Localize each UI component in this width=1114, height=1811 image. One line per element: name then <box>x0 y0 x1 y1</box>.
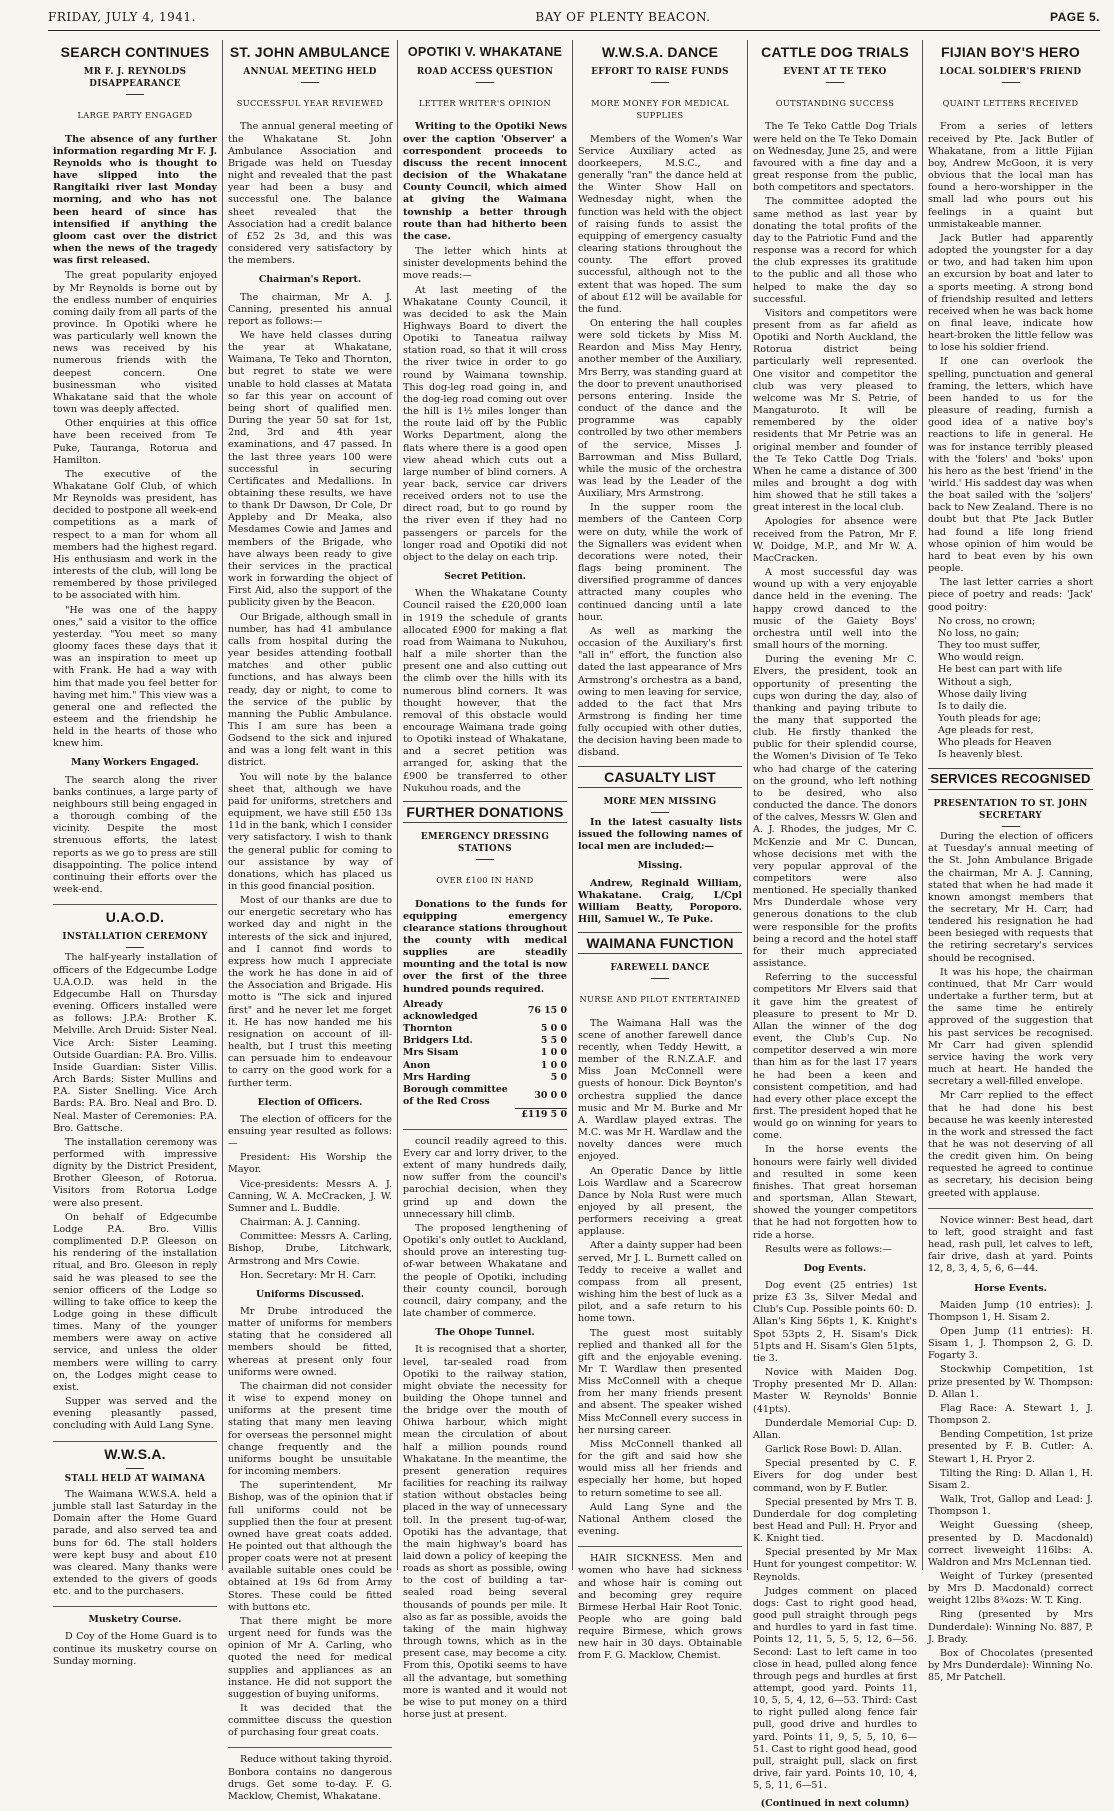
paragraph: Weight Guessing (sheep, presented by D. Macdonald) correct liveweight 116lbs: A. Waldron and Mrs McLennan tied. <box>928 1520 1093 1568</box>
paragraph: Flag Race: A. Stewart 1, J. Thompson 2. <box>928 1402 1093 1427</box>
paragraph: Maiden Jump (10 entries): J. Thompson 1, H. Sisam 2. <box>928 1299 1093 1323</box>
article-headline: SEARCH CONTINUES <box>60 44 210 60</box>
article-subhead: LOCAL SOLDIER'S FRIEND <box>939 67 1082 78</box>
section-subhead: Chairman's Report. <box>258 274 362 286</box>
paragraph: Novice winner: Best head, dart to left, good straight and fast head, rash pull, let calves to left, fair drive, dash at yard. Points 12, 8, 3, 4, 5, 6, 6—44. <box>928 1214 1093 1275</box>
paragraph: Committee: Messrs A. Carling, Bishop, Drube, Litchwark, Armstrong and Mrs Cowie. <box>228 1231 392 1267</box>
donation-amount: 30 0 0 <box>534 1089 567 1101</box>
paragraph: The Waimana Hall was the scene of another farewell dance recently, when Teddy Hewitt, a member of the R.N.Z.A.F. and Miss Joan McConnell were guests of honour. Dick Boynton's orchestra supplied the dance music and Mr M. Burke and Mr A. Wardlaw played extras. The M.C. was Mr H. Wardlaw and the novelty dances were much enjoyed. <box>578 1017 742 1163</box>
donor-name: Anon <box>403 1059 431 1071</box>
divider <box>228 1747 392 1748</box>
divider <box>651 978 669 979</box>
paragraph: Most of our thanks are due to our energetic secretary who has worked day and night in the interests of the sick and injured, and I cannot find words to express how much I appreciate the work he has done in aid of the Association and Brigade. His motto is "The sick and injured first" and he never let me forget it. He has now handed me his resignation on account of ill-health, but I trust this meeting can persuade him to endeavour to carry on the good work for a further term. <box>228 895 392 1089</box>
column-3 <box>398 40 573 1721</box>
paragraph: In the horse events the honours were fairly well divided and resulted in some keen finishes. That great horseman and sportsman, Allan Stewart, showed the younger competitors that he had not forgotten how to ride a horse. <box>753 1144 917 1241</box>
table-total-row <box>403 1108 567 1121</box>
divider <box>126 947 144 948</box>
divider <box>1002 82 1020 83</box>
paragraph: Garlick Rose Bowl: D. Allan. <box>765 1444 902 1456</box>
article-headline: WAIMANA FUNCTION <box>578 932 742 954</box>
section-subhead: Election of Officers. <box>257 1096 363 1108</box>
paragraph: It was his hope, the chairman continued, that Mr Carr would undertake a further term, but at the same time he entirely approved of the suggestion that his past services be recognised. Mr Carr had given splendid service having the work very much at heart. He handed the secretary a well-filled envelope. <box>928 966 1093 1088</box>
divider <box>826 82 844 83</box>
section-subhead: Dog Events. <box>803 1262 867 1274</box>
poem-line: No cross, no crown; <box>938 615 1036 627</box>
poem-line: Whose daily living <box>938 688 1027 700</box>
paragraph: President: His Worship the Mayor. <box>228 1152 392 1176</box>
paragraph: The Te Teko Cattle Dog Trials were held on the Te Teko Domain on Wednesday, June 25, and were favoured with a fine day and a great response from the public, both competitors and spectators. <box>753 121 917 194</box>
columns <box>48 40 1100 1810</box>
article-headline: U.A.O.D. <box>105 909 165 926</box>
paragraph: The proposed lengthening of Opotiki's only outlet to Auckland, should prove an interesting tug-of-war between Whakatane and the people of Opotiki, including their county council, borough council, dairy company, and the late chamber of commerce. <box>403 1222 567 1320</box>
section-subhead: Horse Events. <box>974 1282 1047 1294</box>
poem <box>928 616 1093 762</box>
divider <box>1002 826 1020 827</box>
column-4 <box>573 40 748 1662</box>
donation-amount: 1 0 0 <box>540 1059 567 1071</box>
article-headline: W.W.S.A. DANCE <box>601 44 719 60</box>
section-subhead: The Ohope Tunnel. <box>435 1327 535 1339</box>
poem-line: Is to daily die. <box>938 700 1007 712</box>
paragraph: council readily agreed to this. Every car and lorry driver, to the extent of many hundreds daily, now suffer from the council's parochial decision, when they grind up and down the unnecessary hill climb. <box>403 1135 567 1220</box>
article-subhead: PRESENTATION TO ST. JOHN SECRETARY <box>933 798 1088 821</box>
donation-amount: 5 0 0 <box>540 1023 567 1035</box>
paragraph: Novice with Maiden Dog. Trophy presented Mr D. Allan: Master W. Reynolds' Bonnie (41pts). <box>753 1367 917 1415</box>
divider <box>301 82 319 83</box>
paragraph: The installation ceremony was performed with impressive dignity by the District President, Brother Gleeson, of Rotorua. Visitors from Rotorua Lodge were also present. <box>53 1136 217 1209</box>
paragraph: Tilting the Ring: D. Allan 1, H. Sisam 2. <box>928 1467 1093 1491</box>
donation-amount: 1 0 0 <box>540 1047 567 1059</box>
paragraph: A most successful day was wound up with a very enjoyable dance held in the evening. The happy crowd danced to the music of the Gaiety Boys' orchestra until well into the small hours of the morning. <box>753 567 917 652</box>
poem-line: Youth pleads for age; <box>938 712 1041 724</box>
paragraph: At last meeting of the Whakatane County Council, it was decided to ask the Main Highways Board to divert the Opotiki to Taneatua railway station road, so that it will cross the river twice in order to go round by Waimana township. This dog-leg road going in, and the dog-leg road coming out over the hill is 1½ miles longer than the route laid off by the Public Works Department, along the flats where there is a good open view ahead which cuts out a large number of blind corners. A year back, service car drivers received orders not to use the direct road, but to go round by the river even if they had no passengers or parcels for the longer road and Opotiki did not object to the delay on each trip. <box>403 284 567 563</box>
article-headline: CATTLE DOG TRIALS <box>761 44 909 60</box>
divider <box>578 1546 742 1547</box>
column-5 <box>748 40 923 1810</box>
paragraph: From a series of letters received by Pte. Jack Butler of Whakatane, from a little Fijian boy, Andrew McGoon, it is very obvious that the local man has found a hero-worshipper in the small lad who pours out his feelings in a quaint but unmistakeable manner. <box>928 121 1093 230</box>
table-row <box>403 1023 567 1035</box>
poem-line: Is heavenly blest. <box>938 749 1023 761</box>
paragraph: Bending Competition, 1st prize presented by F. B. Cutler: A. Stewart 1, H. Pryor 2. <box>928 1429 1093 1465</box>
article-headline: FIJIAN BOY'S HERO <box>941 44 1080 60</box>
table-row <box>403 1035 567 1047</box>
article-subhead: FAREWELL DANCE <box>610 963 710 974</box>
paragraph: The annual general meeting of the Whakatane St. John Ambulance Association and Brigade was held on Tuesday night and revealed that the past year had been a busy and successful one. The balance sheet revealed that the Association had a credit balance of £52 2s 3d, and this was considered very satisfactory by the members. <box>228 121 392 267</box>
divider <box>476 82 494 83</box>
paragraph: Mr Carr replied to the effect that he had done his best because he was keenly interested in the work and stressed the fact that he was not deserving of all the credit given him. On being requested he agreed to continue as secretary, his decision being greeted with applause. <box>928 1090 1093 1199</box>
section-subhead: Many Workers Engaged. <box>71 757 199 769</box>
article-deck: OVER £100 IN HAND <box>436 875 534 886</box>
donor-name: Borough committee of the Red Cross <box>403 1083 508 1108</box>
paragraph: Stockwhip Competition, 1st prize presented by W. Thompson: D. Allan 1. <box>928 1364 1093 1400</box>
page-number: PAGE 5. <box>1050 10 1100 24</box>
poem-line: He best can part with life <box>938 664 1063 676</box>
continued-note: (Continued in next column) <box>760 1798 910 1810</box>
column-2 <box>223 40 398 1802</box>
masthead-rule <box>48 30 1100 31</box>
paragraph: It was decided that the committee discuss the question of purchasing four great coats. <box>228 1703 392 1739</box>
donor-name: Mrs Harding <box>403 1071 471 1083</box>
paragraph: If one can overlook the spelling, punctuation and general framing, the letters, which have been handed to us for the pleasure of reading, furnish a good idea of a native boy's reactions to life in general. He was for instance terribly pleased with the 'folers' and 'boks' upon his hero as the best 'friend' in the 'wirld.' His saddest day was when the boat sailed with the 'soljers' back to New Zealand. There is no doubt but that Pte Jack Butler had found a life long friend whose opinion of him would be hard to beat even by his own people. <box>928 356 1093 575</box>
poem-line: They too must suffer, <box>938 640 1041 652</box>
paragraph: Special presented by C. F. Eivers for dog under best command, won by F. Butler. <box>753 1458 917 1494</box>
paragraph: In the supper room the members of the Canteen Corp were on duty, while the work of the Signallers was evident when decorations were noted, their flags being prominent. The diversified programme of dances attracted many couples who continued dancing until a late hour. <box>578 502 742 623</box>
article-headline: CASUALTY LIST <box>578 766 742 788</box>
advertisement: HAIR SICKNESS. Men and women who have had sickness and whose hair is coming out and becoming grey require Birmese Herbal Hair Root Tonic. People who are going bald require Birmese, which grows new hair in 30 days. Obtainable from F. G. Macklow, Chemist. <box>578 1553 742 1662</box>
paragraph: D Coy of the Home Guard is to continue its musketry course on Sunday morning. <box>53 1631 217 1667</box>
paragraph: Visitors and competitors were present from as far afield as Opotiki and North Auckland, the Rotorua district being particularly well represented. One visitor and competitor the club was very pleased to welcome was Mr S. Petrie, of Mangaturoto. It will be remembered by the older residents that Mr Petrie was an original member and founder of the Te Teko Cattle Dog Trials. When he came a distance of 300 miles and brought a dog with him showed that he still takes a great interest in the local club. <box>753 307 917 514</box>
paragraph: The great popularity enjoyed by Mr Reynolds is borne out by the endless number of enquiries coming daily from all parts of the province. In Opotiki where he was particularly well known the news was received by his numerous friends with the deepest concern. One businessman who visited Whakatane said that the whole town was deeply affected. <box>53 270 217 416</box>
donation-total: £119 5 0 <box>515 1108 567 1121</box>
donation-amount: 76 15 0 <box>527 1004 567 1016</box>
article-subhead: EMERGENCY DRESSING STATIONS <box>420 832 550 855</box>
divider <box>403 1129 567 1130</box>
paragraph: Hon. Secretary: Mr H. Carr. <box>240 1269 377 1281</box>
article-deck: OUTSTANDING SUCCESS <box>775 98 895 109</box>
paragraph: During the election of officers at Tuesday's annual meeting of the St. John Ambulance Brigade the chairman, Mr A. J. Canning, stated that when he had made it known amongst members that the secretary, Mr H. Carr, had tendered his resignation he had been besieged with requests that the retiring secretary's services should be recognised. <box>928 831 1093 964</box>
paragraph: The half-yearly installation of officers of the Edgecumbe Lodge U.A.O.D. was held in the Edgecumbe Hall on Thursday evening. Officers installed were as follows: J.P.A: Brother K. Melville. Arch Druid: Sister Neal. Vice Arch: Sister Leaming. Outside Guardian: P.A. Bro. Villis. Inside Guardian: Sister Villis. Arch Bards: Sister Mullins and P.A. Sister Snelling. Vice Arch Bards: P.A. Bro. Neal and Bro. D. Neal. Master of Ceremonies: P.A. Bro. Gattsche. <box>53 952 217 1134</box>
article-deck: MORE MONEY FOR MEDICAL SUPPLIES <box>591 98 729 121</box>
divider <box>53 1441 217 1442</box>
paragraph: When the Whakatane County Council raised the £20,000 loan in 1919 the schedule of grants allocated £900 for making a flat road from Waimana to Nukuhou, half a mile shorter than the present one and also cutting out the climb over the hills with its numerous blind corners. It was thought however, that the removal of this obstacle would encourage Waimana trade going to Opotiki instead of Whakatane, and a secret petition was arranged for, asking that the £900 be transferred to other Nukuhou roads, and the <box>403 588 567 794</box>
paragraph: Jack Butler had apparently adopted the youngster for a day or two, and had taken him upon an excursion by boat and later to a sports meeting. A strong bond of friendship resulted and letters received when he was back home on final leave, indicate how heart-broken the little fellow was to lose his soldier friend. <box>928 232 1093 354</box>
paragraph: Supper was served and the evening pleasantly passed, concluding with Auld Lang Syne. <box>53 1396 217 1432</box>
paragraph: Members of the Women's War Service Auxiliary acted as doorkeepers, M.S.C., and generally "ran" the dance held at the Winter Show Hall on Wednesday night, when the function was held with the object of raising funds to assist the equipping of emergency casualty clearing stations throughout the county. The effort proved successful, although not to the extent that was hoped. The sum of about £12 will be available for the fund. <box>578 133 742 315</box>
donor-name: Bridgers Ltd. <box>403 1035 473 1047</box>
article-subhead: EFFORT TO RAISE FUNDS <box>591 67 729 78</box>
table-row <box>403 1084 567 1108</box>
article-deck: NURSE AND PILOT ENTERTAINED <box>579 994 741 1005</box>
paragraph: Results were as follows:— <box>765 1243 892 1255</box>
donation-amount: 5 5 0 <box>540 1035 567 1047</box>
article-deck: LARGE PARTY ENGAGED <box>77 110 193 121</box>
paragraph: Miss McConnell thanked all for the gift and said how she would miss all her friends and especially her home, but hoped to return sometime to see all. <box>578 1438 742 1499</box>
article-subhead: INSTALLATION CEREMONY <box>62 932 208 943</box>
article-headline: ST. JOHN AMBULANCE <box>229 44 391 60</box>
paragraph: As well as marking the occasion of the Auxiliary's first "all in" effort, the function also dated the last appearance of Mrs Armstrong's orchestra as a band, owing to men leaving for service, added to the fact that Mrs Armstrong is finding her time fully occupied with other duties, the decision having been made to disband. <box>578 625 742 759</box>
paragraph: Mr Drube introduced the matter of uniforms for members stating that he considered all members should be fitted, whereas at present only four uniforms were owned. <box>228 1306 392 1378</box>
paragraph: The chairman, Mr A. J. Canning, presented his annual report as follows:— <box>228 291 392 327</box>
divider <box>126 94 144 95</box>
divider <box>126 1468 144 1469</box>
issue-date: FRIDAY, JULY 4, 1941. <box>48 10 196 24</box>
casualty-names: Andrew, Reginald William, Whakatane. Craig, L/Cpl William Beatty, Poroporo. Hill, Samuel W., Te Puke. <box>578 877 742 925</box>
article-subhead: STALL HELD AT WAIMANA <box>64 1473 206 1484</box>
paragraph: After a dainty supper had been served, Mr J. L. Burnett called on Teddy to receive a wallet and compass from all present, wishing him the best of luck as a pilot, and a safe return to his home town. <box>578 1240 742 1325</box>
table-row <box>403 1047 567 1059</box>
donation-amount: 5 0 <box>550 1071 567 1083</box>
paragraph: Special presented by Mr Max Hunt for youngest competitor: W. Reynolds. <box>753 1547 917 1583</box>
table-row <box>403 1060 567 1072</box>
paragraph: Our Brigade, although small in number, has had 41 ambulance calls from hospital during the year besides attending football matches and other public functions, and has always been ready, day or night, to come to the service of the public by manning the Public Ambulance. This I am sure has been a Godsend to the sick and injured and was a long felt want in this district. <box>228 611 392 769</box>
article-subhead: EVENT AT TE TEKO <box>783 67 887 78</box>
donor-name: Mrs Sisam <box>403 1047 459 1059</box>
column-6 <box>923 40 1098 1684</box>
article-deck: LETTER WRITER'S OPINION <box>418 98 552 109</box>
paragraph: That there might be more urgent need for funds was the opinion of Mr A. Carling, who quoted the need for medical supplies and appliances as an instance. He did not support the suggestion of buying uniforms. <box>228 1615 392 1700</box>
paragraph: An Operatic Dance by little Lois Wardlaw and a Scarecrow Dance by Nola Rust were much enjoyed by all present, the performers receiving a great applause. <box>578 1165 742 1238</box>
paragraph: Walk, Trot, Gallop and Lead: J. Thompson 1. <box>928 1494 1093 1518</box>
poem-line: Who would reign. <box>938 652 1024 664</box>
paper-name: BAY OF PLENTY BEACON. <box>535 10 711 24</box>
paragraph: Auld Lang Syne and the National Anthem closed the evening. <box>578 1501 742 1538</box>
paragraph: The search along the river banks continues, a large party of neighbours still being engaged in a thorough combing of the vicinity. Despite the most strenuous efforts, the latest reports as we go to press are still disappointing. The police intend continuing their efforts over the week-end. <box>53 774 217 895</box>
paragraph: The Waimana W.W.S.A. held a jumble stall last Saturday in the Domain after the Home Guard parade, and also served tea and buns for 6d. The stall holders were kept busy and about £10 was cleared. Many thanks were extended to the givers of goods etc. and to the purchasers. <box>53 1488 217 1598</box>
paragraph: Dunderdale Memorial Cup: D. Allan. <box>753 1417 917 1441</box>
article-intro: The absence of any further information regarding Mr F. J. Reynolds who is thought to have slipped into the Rangitaiki river last Monday morning, and who has not been heard of since has intensified if anything the gloom cast over the district when the news of the tragedy was first released. <box>53 133 217 267</box>
paragraph: The superintendent, Mr Bishop, was of the opinion that if full uniforms could not be supplied then the four at present owned have great coats added. He pointed out that although the proper coats were not at present available suitable ones could be obtained at 19s 6d from Army Stores. These could be fitted with buttons etc. <box>228 1480 392 1613</box>
donor-name: Already acknowledged <box>403 998 478 1022</box>
paragraph: The election of officers for the ensuing year resulted as follows:— <box>228 1113 392 1150</box>
paragraph: Apologies for absence were received from the Patron, Mr F. W. Doidge, M.P., and Mr W. A. MacCracken. <box>753 516 917 564</box>
paragraph: Referring to the successful competitors Mr Elvers said that it gave him the greatest of pleasure to present to Mr D. Allan the winner of the dog event, the Club's Cup. No competitor deserved a win more than him as for the last 17 years he had been a keen and consistent competition, and had had every other place except the first. The president hoped that he would go on winning for years to come. <box>753 972 917 1142</box>
divider <box>928 1208 1093 1209</box>
divider <box>651 812 669 813</box>
poem-line: Age pleads for rest, <box>938 725 1034 737</box>
paragraph: The committee adopted the same method as last year by donating the total profits of the day to the Patriotic Fund and the response was a record for which the club expresses its gratitude to the public and all those who helped to make the day so successful. <box>753 196 917 305</box>
divider <box>53 1606 217 1607</box>
article-subhead: MORE MEN MISSING <box>603 796 717 807</box>
paragraph: On behalf of Edgecumbe Lodge P.A. Bro. Villis complimented D.P. Gleeson on his rendering of the installation ritual, and Bro. Gleeson in reply said he was pleased to see the senior officers of the Lodge so willing to take office to keep the Lodge going in these difficult times. Many of the younger members were away on active service, and unless the older members were willing to carry on, the Lodges might cease to exist. <box>53 1211 217 1393</box>
article-subhead: ROAD ACCESS QUESTION <box>416 67 554 78</box>
paragraph: Weight of Turkey (presented by Mrs D. Macdonald) correct weight 12lbs 8¾ozs: W. T. King. <box>928 1570 1093 1607</box>
paragraph: Other enquiries at this office have been received from Te Puke, Tauranga, Rotorua and Hamilton. <box>53 418 217 466</box>
article-headline: OPOTIKI V. WHAKATANE <box>407 45 563 59</box>
section-subhead: Uniforms Discussed. <box>255 1288 365 1300</box>
article-headline: W.W.S.A. <box>104 1445 166 1462</box>
poem-line: Who pleads for Heaven <box>938 737 1052 749</box>
poem-line: Without a sigh, <box>938 676 1012 688</box>
paragraph: "He was one of the happy ones," said a visitor to the office yesterday. "You meet so many gloomy faces these days that it was an inspiration to meet up with Frank. He had a way with him that made you feel better for having met him." This view was a general one and reflected the esteem and the friendship he held in the hearts of those who knew him. <box>53 604 217 750</box>
paragraph: The executive of the Whakatane Golf Club, of which Mr Reynolds was president, has decided to postpone all week-end competitions as a mark of respect to a man for whom all members had the highest regard. His enthusiasm and work in the interests of the club, will long be remembered by those privileged to be associated with him. <box>53 468 217 602</box>
donor-name: Thornton <box>403 1023 453 1035</box>
paragraph: Judges comment on placed dogs: Cast to right good head, good pull straight through pegs and hurdles to yard in fast time. Points 12, 11, 5, 5, 5, 12, 6—56. Second: Last to left came in too close in head, pulled along fence through pegs and hurdles at first attempt, good yard. Points 11, 10, 5, 5, 4, 12, 6—53. Third: Cast to right pulled along fence fair pull, good drive and hurdles to yard. Points 11, 9, 5, 5, 10, 6—51. Cast to right good head, good pull, straight pull, slack on first drive, fair yard. Points 10, 10, 4, 5, 5, 11, 6—51. <box>753 1585 917 1792</box>
paragraph: Vice-presidents: Messrs A. J. Canning, W. A. McCracken, J. W. Sumner and L. Buddle. <box>228 1178 392 1214</box>
article-subhead: MR F. J. REYNOLDS DISAPPEARANCE <box>83 67 187 90</box>
paragraph: Open Jump (11 entries): H. Sisam 1, J. Thompson 2, G. D. Fogarty 3. <box>928 1326 1093 1362</box>
article-headline: SERVICES RECOGNISED <box>928 768 1093 790</box>
poem-line: No loss, no gain; <box>938 627 1020 639</box>
article-subhead: ANNUAL MEETING HELD <box>243 67 377 78</box>
section-subhead: Secret Petition. <box>444 571 526 583</box>
paragraph: On entering the hall couples were sold tickets by Miss M. Reardon and Miss May Henry, another member of the Auxiliary, Mrs Berry, was standing guard at the door to prevent unauthorised persons entering. Inside the conduct of the dance and the programme was capably controlled by two other members of the service, Misses J. Barrowman and Miss Bullard, while the music of the orchestra was lead by the Leader of the Auxiliary, Mrs Armstrong. <box>578 317 742 500</box>
paragraph: Ring (presented by Mrs Dunderdale): Winning No. 887, P. J. Brady. <box>928 1609 1093 1645</box>
paragraph: During the evening Mr C. Elvers, the president, took an opportunity of presenting the cups won during the day, also of thanking and paying tribute to the many that supported the club. He firstly thanked the public for their splendid course, the Women's Division of Te Teko who had charge of the catering on the ground, who left nothing to be desired, who also conducted the dance. The donors of the calves, Messrs W. Glen and A. J. Rhodes, the judges, Mr C. McKenzie and Mr C. Duncan, whose decisions met with the very popular approval of the competitors were also mentioned. He specially thanked Mrs Dunderdale whose very generous donations to the club were responsible for the profits being a record and the hotel staff for their much appreciated assistance. <box>753 654 917 970</box>
divider <box>476 859 494 860</box>
table-row <box>403 999 567 1023</box>
article-intro: Donations to the funds for equipping emergency clearance stations throughout the county with medical supplies are steadily mounting and the total is now over the first of the three hundred pounds required. <box>403 898 567 995</box>
paragraph: We have held classes during the year at Whakatane, Waimana, Te Teko and Thornton, but regret to state we were unable to hold classes at Matata so far this year on account of being short of qualified men. During the year 50 sat for 1st, 2nd, 3rd and 4th year examinations, and 47 passed. In the last three years 100 were successful in securing Certificates and Medallions. In obtaining these results, we have to thank Dr Dawson, Dr Cole, Dr Appleby and Dr Meaka, also Mesdames Cowie and James and members of the Brigade, who have always been ready to give their services in the practical work in forwarding the object of First Aid, also the support of the publicity given by the Beacon. <box>228 329 392 609</box>
paragraph: Special presented by Mrs T. B. Dunderdale for dog completing best Head and Pull: H. Pryor and K. Knight tied. <box>753 1496 917 1545</box>
table-row <box>403 1072 567 1084</box>
paragraph: The guest most suitably replied and thanked all for the gift and the enjoyable evening. Mr T. Wardlaw then presented Miss McConnell with a cheque from her many friends present and absent. The speaker wished Miss McConnell every success in her nursing career. <box>578 1327 742 1436</box>
article-headline: FURTHER DONATIONS <box>403 801 567 823</box>
article-intro: In the latest casualty lists issued the following names of local men are included:— <box>578 816 742 853</box>
divider <box>53 904 217 905</box>
article-deck: QUAINT LETTERS RECEIVED <box>942 98 1079 109</box>
paragraph: Dog event (25 entries) 1st prize £3 3s, Silver Medal and Club's Cup. Possible points 60: D. Allan's King 56pts 1, K. Knight's Spot 53pts 2, H. Sisam's Dick 51pts and H. Sisam's Glen 51pts, tie 3. <box>753 1280 917 1364</box>
paragraph: You will note by the balance sheet that, although we have paid for uniforms, stretchers and equipment, we have still £50 13s 11d in the bank, which I consider very satisfactory. I wish to thank the general public for coming to our assistance by way of donations, which has placed us in this good financial position. <box>228 771 392 892</box>
article-deck: SUCCESSFUL YEAR REVIEWED <box>236 98 384 109</box>
paragraph: The letter which hints at sinister developments behind the move reads:— <box>403 246 567 282</box>
donations-table <box>403 999 567 1121</box>
paragraph: Chairman: A. J. Canning. <box>240 1217 361 1229</box>
paragraph: The chairman did not consider it wise to expend money on uniforms at the present time stating that many men leaving for overseas the personnel might change frequently and the uniforms bought be unsuitable for incoming members. <box>228 1380 392 1478</box>
section-subhead: Musketry Course. <box>88 1614 182 1626</box>
article-intro: Writing to the Opotiki News over the caption 'Observer' a correspondent proceeds to discuss the recent innocent decision of the Whakatane County Council, which aimed at giving the Waimana township a better through route than had hitherto been the case. <box>403 121 567 242</box>
masthead <box>48 6 1100 28</box>
paragraph: The last letter carries a short piece of poetry and reads: 'Jack' good poitry: <box>928 577 1093 613</box>
column-1 <box>48 40 223 1667</box>
section-subhead: Missing. <box>637 860 683 872</box>
divider <box>651 82 669 83</box>
paragraph: It is recognised that a shorter, level, tar-sealed road from Opotiki to the railway station, might obviate the necessity for building the Ohope tunnel and the bridge over the mouth of Ohiwa harbour, which might mean the circulation of about half a million pounds round Whakatane. In the meantime, the present generation requires facilities for reaching its railway station without obstacles being placed in the way of unnecessary toll. In the present tug-of-war, Opotiki has the advantage, that the main highway's board has laid down a policy of keeping the roads as short as possible, owing to the cost of building a tar-sealed road being several thousands of pounds per mile. It also as far as possible, avoids the taking of the main highway through towns, which as in the present case, may become a city. From this, Opotiki seems to have all the advantage, but something more is wanted and it would not be wise to put money on a third horse just at present. <box>403 1344 567 1721</box>
advertisement: Reduce without taking thyroid. Bonbora contains no dangerous drugs. Get some to-day. F. G. Macklow, Chemist, Whakatane. <box>228 1754 392 1802</box>
paragraph: Box of Chocolates (presented by Mrs Dunderdale): Winning No. 85, Mr Patchell. <box>928 1647 1093 1684</box>
